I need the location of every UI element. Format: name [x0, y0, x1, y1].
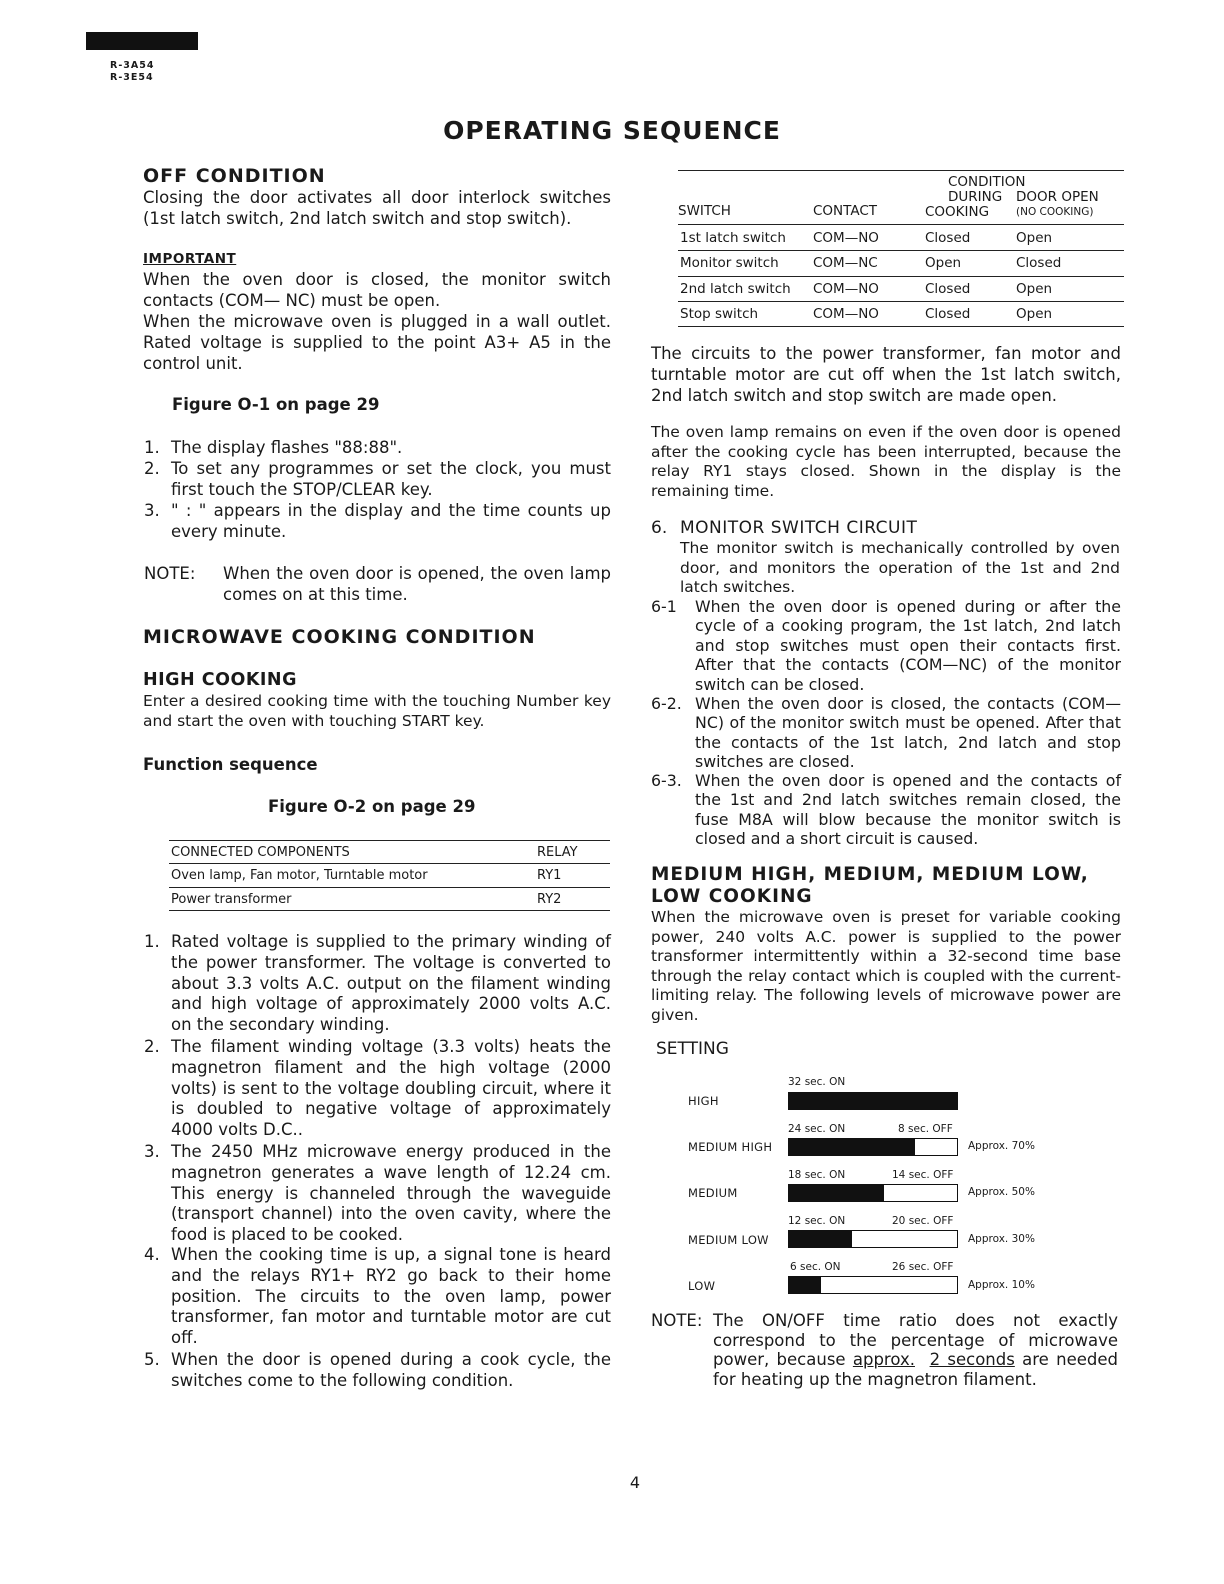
- important-label: IMPORTANT: [143, 251, 237, 267]
- list-number: 1.: [144, 438, 160, 457]
- monitor-heading: MONITOR SWITCH CIRCUIT: [680, 518, 918, 538]
- plugged-text: When the microwave oven is plugged in a wall outlet. Rated voltage is supplied to the point A3+ A5 in the control unit.: [143, 312, 611, 373]
- table-cell: COM—NC: [813, 255, 878, 271]
- list-number: 1.: [144, 932, 160, 951]
- list-text: " : " appears in the display and the time counts up every minute.: [171, 501, 611, 541]
- table-cell: Open: [925, 255, 962, 271]
- column-header: CONTACT: [813, 203, 878, 219]
- table-row: [169, 864, 610, 886]
- power-bar-on: [789, 1277, 821, 1293]
- table-header-row: [169, 841, 610, 863]
- table-cell: Closed: [925, 281, 971, 297]
- header-black-bar: [86, 32, 198, 50]
- off-time-label: 8 sec. OFF: [898, 1123, 953, 1135]
- list-number: 6-2.: [651, 694, 682, 713]
- power-settings-chart: [650, 1070, 1120, 1305]
- column-header: DOOR OPEN: [1016, 189, 1099, 205]
- note-text: When the oven door is opened, the oven lamp comes on at this time.: [223, 564, 611, 604]
- table-cell: Stop switch: [680, 306, 759, 322]
- approx-label: Approx. 30%: [968, 1233, 1035, 1245]
- on-time-label: 32 sec. ON: [788, 1076, 846, 1088]
- model-number: R-3E54: [110, 72, 154, 83]
- off-time-label: 14 sec. OFF: [892, 1169, 954, 1181]
- high-cooking-heading: HIGH COOKING: [143, 670, 297, 690]
- list-text: When the oven door is opened and the contacts of the 1st and 2nd latch switches remain closed, the fuse M8A will blow because the monitor switch is closed and a short circuit is caused.: [695, 771, 1121, 849]
- level-name: MEDIUM: [688, 1186, 738, 1200]
- column-header: RELAY: [537, 845, 578, 860]
- list-text: Rated voltage is supplied to the primary winding of the power transformer. The voltage is converted to about 3.3 volts A.C. output on the filament winding and high voltage of approximately 2000 volts A.C. on the secondary winding.: [171, 932, 611, 1035]
- monitor-text: The monitor switch is mechanically controlled by oven door, and monitors the operation of the 1st and 2nd latch switches.: [680, 539, 1120, 597]
- power-bar-on: [789, 1139, 915, 1155]
- list-number: 5.: [144, 1350, 160, 1369]
- variable-power-heading: MEDIUM HIGH, MEDIUM, MEDIUM LOW,: [651, 864, 1089, 885]
- on-time-label: 12 sec. ON: [788, 1215, 846, 1227]
- level-name: MEDIUM LOW: [688, 1233, 769, 1247]
- page-title: OPERATING SEQUENCE: [443, 116, 781, 145]
- power-bar: [788, 1184, 958, 1202]
- circuits-paragraph: The circuits to the power transformer, fan motor and turntable motor are cut off when the 1st latch switch, 2nd latch switch and stop switch are made open.: [651, 344, 1121, 405]
- list-text: The 2450 MHz microwave energy produced in the magnetron generates a wave length of 12.24 cm. This energy is channeled through the waveguide (transport channel) into the oven cavity, where the food is placed to be cooked.: [171, 1142, 611, 1245]
- power-note: [713, 1311, 1118, 1389]
- table-cell: Power transformer: [171, 892, 292, 907]
- note-label: NOTE:: [144, 564, 196, 583]
- table-cell: Oven lamp, Fan motor, Turntable motor: [171, 868, 428, 883]
- note-text: The ON/OFF time ratio does not exactly correspond to the percentage of microwave power, because: [713, 1311, 1118, 1370]
- list-text: The display flashes "88:88".: [171, 438, 403, 457]
- column-header: DURING: [948, 189, 1003, 205]
- table-row: [169, 888, 610, 910]
- high-cooking-text: Enter a desired cooking time with the touching Number key and start the oven with touching START key.: [143, 692, 611, 730]
- off-condition-heading: OFF CONDITION: [143, 165, 326, 187]
- table-cell: 2nd latch switch: [680, 281, 791, 297]
- off-condition-intro: Closing the door activates all door interlock switches (1st latch switch, 2nd latch switch and stop switch).: [143, 188, 611, 228]
- list-text: To set any programmes or set the clock, you must first touch the STOP/CLEAR key.: [171, 459, 611, 499]
- table-cell: Open: [1016, 230, 1053, 246]
- table-cell: COM—NO: [813, 281, 879, 297]
- table-cell: RY1: [537, 868, 562, 883]
- approx-label: Approx. 70%: [968, 1140, 1035, 1152]
- microwave-cooking-heading: MICROWAVE COOKING CONDITION: [143, 626, 536, 648]
- note-underline: 2 seconds: [929, 1350, 1015, 1370]
- table-cell: COM—NO: [813, 230, 879, 246]
- note-underline: approx.: [852, 1350, 915, 1370]
- list-text: The filament winding voltage (3.3 volts) heats the magnetron filament and the high voltage (2000 volts) is sent to the voltage doubling circuit, where it is doubled to negative voltage of approximately 4000 volts D.C..: [171, 1037, 611, 1140]
- important-text: When the oven door is closed, the monitor switch contacts (COM— NC) must be open.: [143, 270, 611, 310]
- list-number: 3.: [144, 501, 160, 520]
- list-text: When the door is opened during a cook cycle, the switches come to the following condition.: [171, 1350, 611, 1390]
- oven-lamp-paragraph: The oven lamp remains on even if the oven door is opened after the cooking cycle has been interrupted, because the relay RY1 stays closed. Shown in the display is the remaining time.: [651, 423, 1121, 500]
- table-cell: Closed: [1016, 255, 1062, 271]
- table-cell: Open: [1016, 281, 1053, 297]
- list-number: 2.: [144, 1037, 160, 1056]
- table-cell: Closed: [925, 230, 971, 246]
- power-bar-on: [789, 1231, 852, 1247]
- power-bar-on: [789, 1185, 884, 1201]
- off-time-label: 26 sec. OFF: [892, 1261, 954, 1273]
- on-time-label: 18 sec. ON: [788, 1169, 846, 1181]
- column-header: SWITCH: [678, 203, 731, 219]
- figure-ref: Figure O-1 on page 29: [172, 395, 380, 414]
- table-cell: COM—NO: [813, 306, 879, 322]
- on-time-label: 24 sec. ON: [788, 1123, 846, 1135]
- table-cell: Open: [1016, 306, 1053, 322]
- list-text: When the oven door is closed, the contacts (COM—NC) of the monitor switch must be opened. After that the contacts of the 1st latch, 2nd latch and stop switches are closed.: [695, 694, 1121, 772]
- column-header: (NO COOKING): [1016, 206, 1094, 218]
- power-bar: [788, 1138, 958, 1156]
- on-time-label: 6 sec. ON: [790, 1261, 841, 1273]
- table-cell: RY2: [537, 892, 562, 907]
- monitor-number: 6.: [651, 518, 668, 538]
- approx-label: Approx. 10%: [968, 1279, 1035, 1291]
- page-number: 4: [629, 1473, 641, 1492]
- list-text: When the oven door is opened during or after the cycle of a cooking program, the 1st latch, 2nd latch and stop switches must open their contacts first. After that the contacts (COM—NC) of the monitor switch can be closed.: [695, 597, 1121, 694]
- list-number: 2.: [144, 459, 160, 478]
- list-text: When the cooking time is up, a signal tone is heard and the relays RY1+ RY2 go back to their home position. The circuits to the oven lamp, power transformer, fan motor and turntable motor are cut off.: [171, 1245, 611, 1348]
- setting-label: SETTING: [656, 1039, 729, 1059]
- switch-table: [678, 170, 1124, 330]
- column-header: COOKING: [925, 204, 990, 220]
- level-name: LOW: [688, 1279, 716, 1293]
- function-sequence-label: Function sequence: [143, 755, 318, 774]
- variable-power-heading: LOW COOKING: [651, 886, 813, 907]
- condition-label: CONDITION: [948, 174, 1026, 190]
- list-number: 6-3.: [651, 771, 682, 790]
- variable-power-text: When the microwave oven is preset for variable cooking power, 240 volts A.C. power is supplied to the power transformer intermittently within a 32-second time base through the relay contact which is coupled with the current-limiting relay. The following levels of microwave power are given.: [651, 908, 1121, 1024]
- level-name: HIGH: [688, 1094, 719, 1108]
- list-number: 3.: [144, 1142, 160, 1161]
- list-number: 4.: [144, 1245, 160, 1264]
- power-bar: [788, 1230, 958, 1248]
- level-name: MEDIUM HIGH: [688, 1140, 773, 1154]
- power-bar-on: [789, 1093, 957, 1109]
- approx-label: Approx. 50%: [968, 1186, 1035, 1198]
- off-time-label: 20 sec. OFF: [892, 1215, 954, 1227]
- table-cell: Closed: [925, 306, 971, 322]
- power-bar: [788, 1092, 958, 1110]
- note-text: are needed for heating up the magnetron filament.: [713, 1350, 1118, 1389]
- column-header: CONNECTED COMPONENTS: [171, 845, 350, 860]
- table-cell: Monitor switch: [680, 255, 779, 271]
- model-number: R-3A54: [110, 60, 155, 71]
- table-cell: 1st latch switch: [680, 230, 786, 246]
- list-number: 6-1: [651, 597, 677, 616]
- power-bar: [788, 1276, 958, 1294]
- relay-table: [169, 840, 610, 912]
- note-label: NOTE:: [651, 1311, 703, 1330]
- figure-ref: Figure O-2 on page 29: [268, 797, 476, 816]
